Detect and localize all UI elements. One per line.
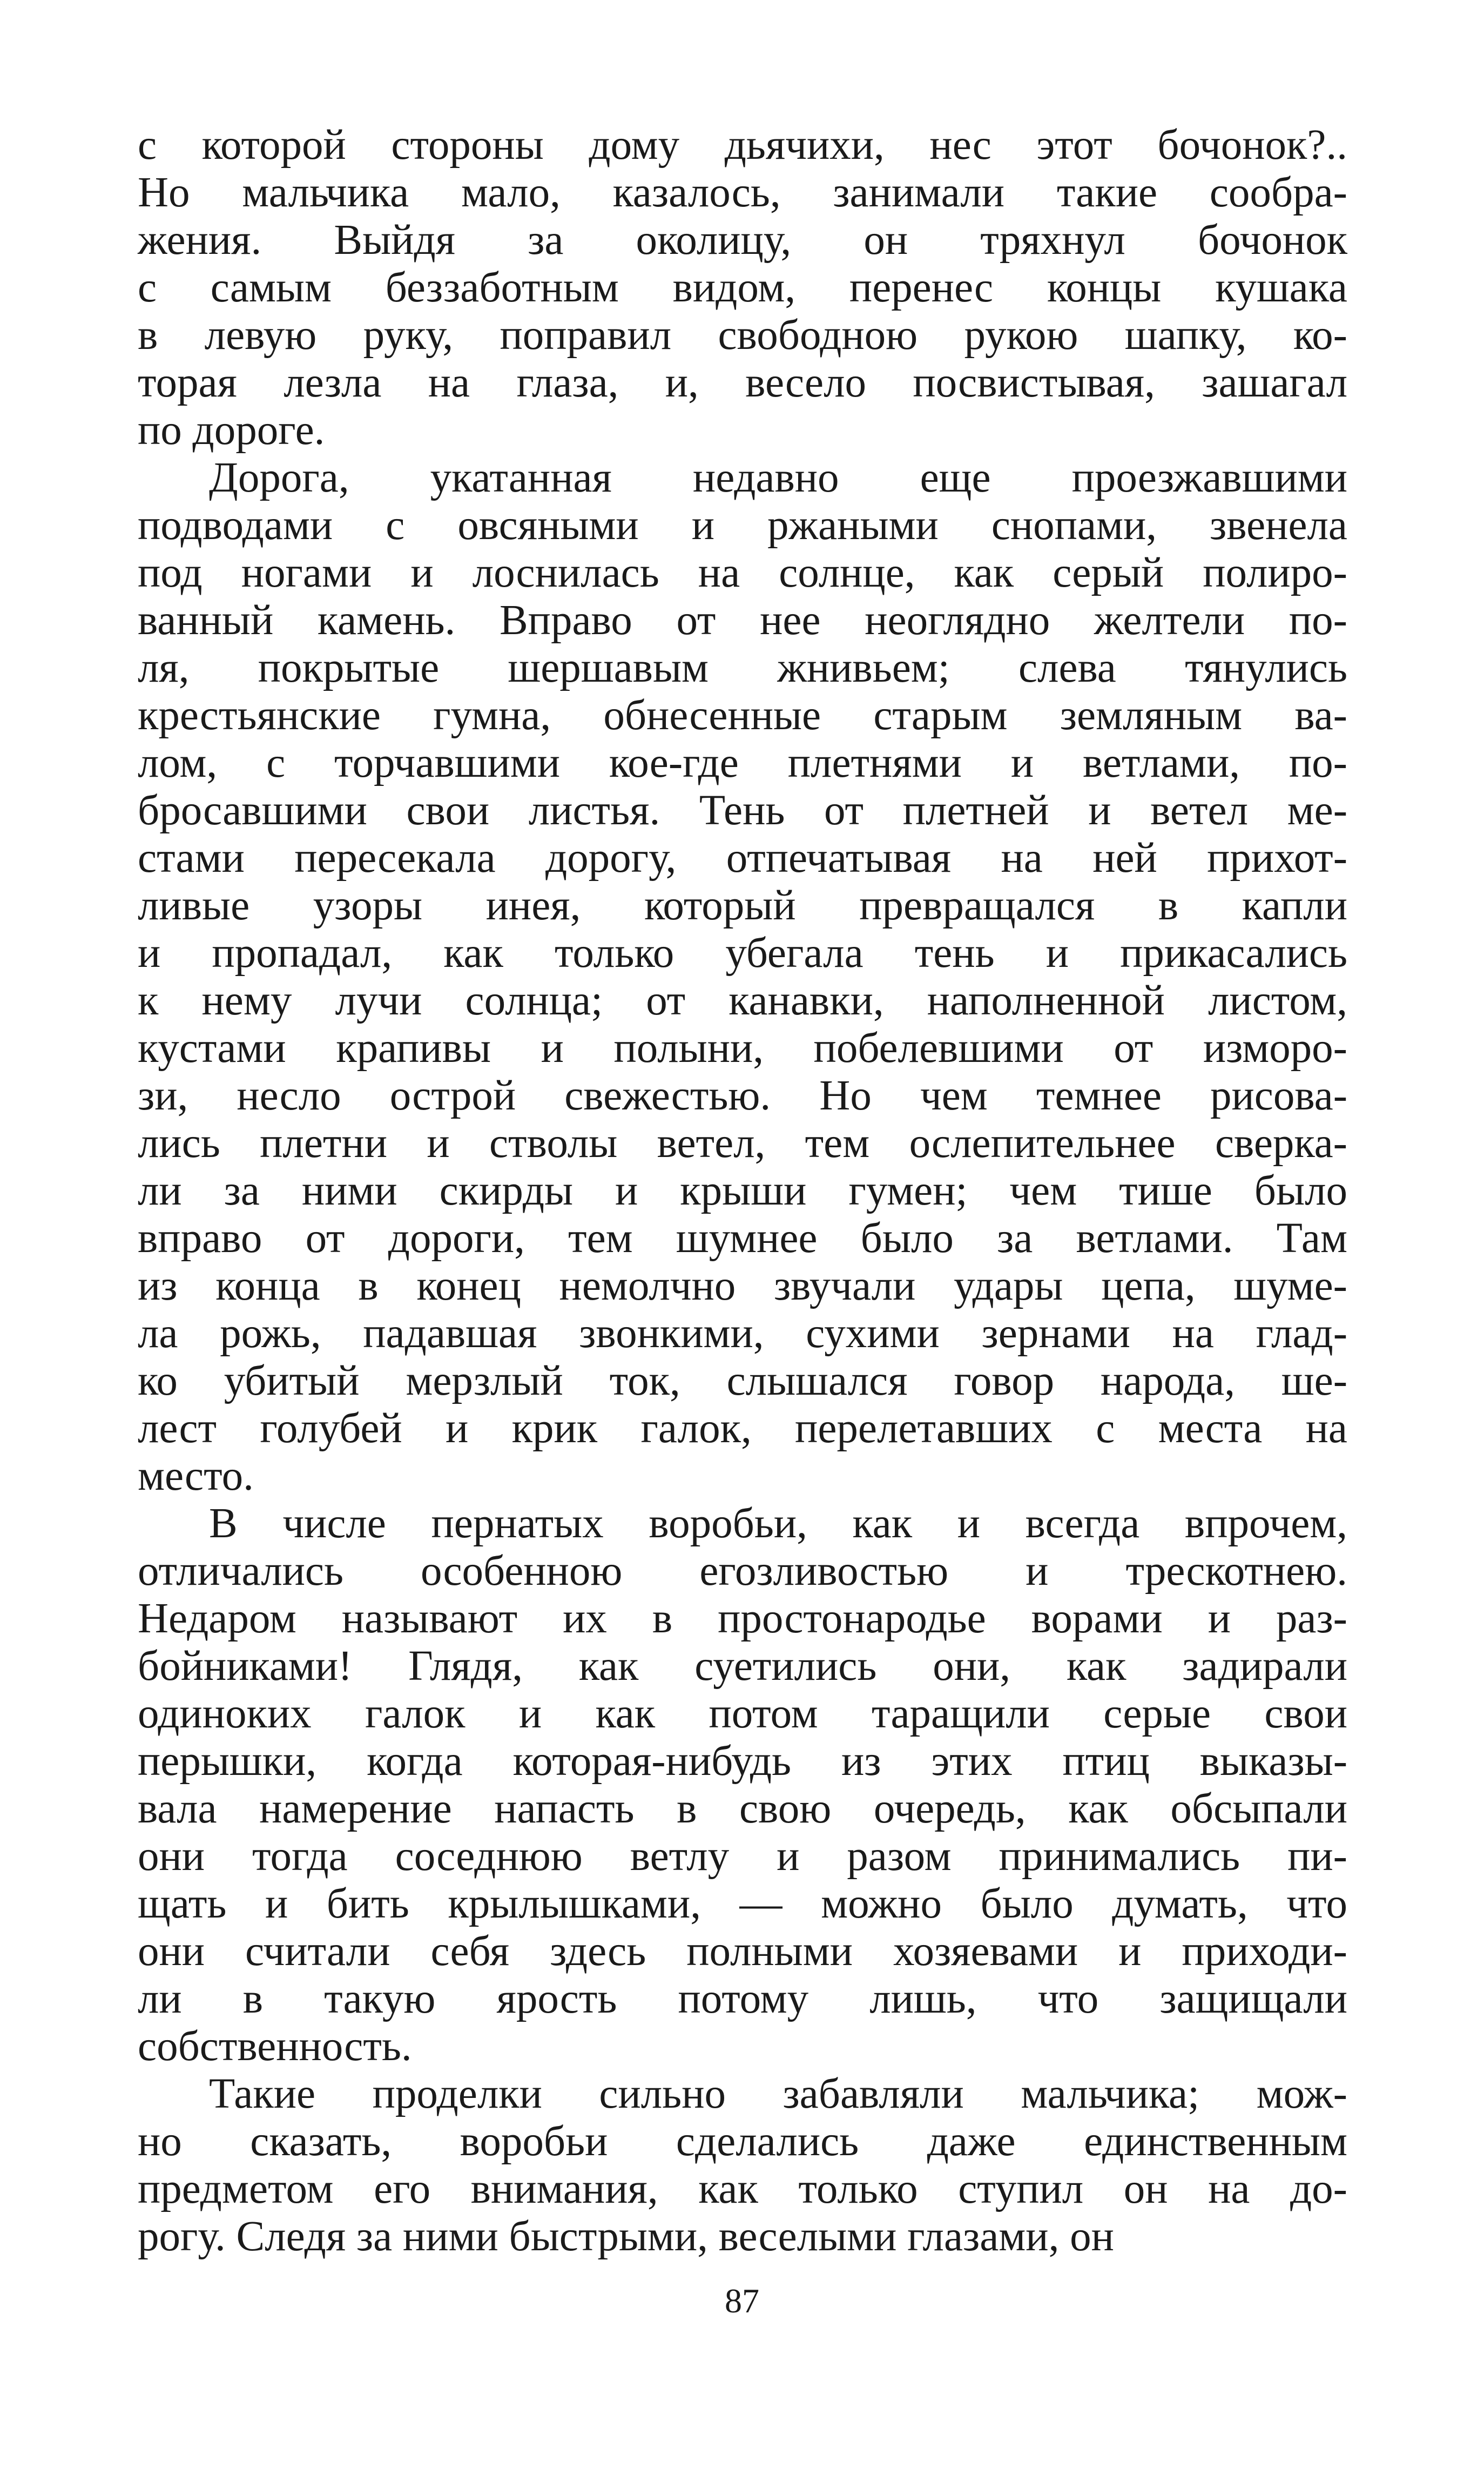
text-line: зи, несло острой свежестью. Но чем темнее рисова-: [138, 1072, 1347, 1119]
text-line: предметом его внимания, как только ступил он на до-: [138, 2165, 1347, 2212]
text-line: они считали себя здесь полными хозяевами и приходи-: [138, 1928, 1347, 1975]
text-line: бойниками! Глядя, как суетились они, как задирали: [138, 1643, 1347, 1690]
text-line: ванный камень. Вправо от нее неоглядно желтели по-: [138, 597, 1347, 644]
text-line: ливые узоры инея, который превращался в капли: [138, 882, 1347, 929]
text-line: лест голубей и крик галок, перелетавших с места на: [138, 1405, 1347, 1452]
text-line: жения. Выйдя за околицу, он тряхнул бочонок: [138, 217, 1347, 264]
text-line: к нему лучи солнца; от канавки, наполненной листом,: [138, 977, 1347, 1024]
paragraph: [138, 1500, 1347, 2070]
text-line: вала намерение напасть в свою очередь, как обсыпали: [138, 1785, 1347, 1832]
text-line: под ногами и лоснилась на солнце, как серый полиро-: [138, 549, 1347, 596]
text-line: но сказать, воробьи сделались даже единственным: [138, 2118, 1347, 2165]
paragraph: [138, 2070, 1347, 2261]
text-line: отличались особенною егозливостью и трескотнею.: [138, 1548, 1347, 1595]
text-line: стами пересекала дорогу, отпечатывая на ней прихот-: [138, 835, 1347, 882]
page-body: [138, 122, 1347, 2444]
text-line: вправо от дороги, тем шумнее было за ветлами. Там: [138, 1215, 1347, 1262]
text-line: лом, с торчавшими кое-где плетнями и ветлами, по-: [138, 739, 1347, 786]
text-line: Но мальчика мало, казалось, занимали такие сообра-: [138, 169, 1347, 216]
text-line: в левую руку, поправил свободною рукою шапку, ко-: [138, 312, 1347, 359]
text-line: подводами с овсяными и ржаными снопами, звенела: [138, 502, 1347, 549]
text-line: с самым беззаботным видом, перенес концы кушака: [138, 264, 1347, 311]
text-line: щать и бить крылышками, — можно было думать, что: [138, 1880, 1347, 1927]
text-column: [138, 122, 1347, 2261]
paragraph: [138, 454, 1347, 1500]
text-line: Дорога, укатанная недавно еще проезжавшими: [209, 454, 1347, 501]
text-line: одиноких галок и как потом таращили серые свои: [138, 1690, 1347, 1737]
text-line: Такие проделки сильно забавляли мальчика; мож-: [209, 2070, 1347, 2117]
text-line: лись плетни и стволы ветел, тем ослепительнее сверка-: [138, 1120, 1347, 1167]
text-line: бросавшими свои листья. Тень от плетней и ветел ме-: [138, 787, 1347, 834]
text-line: крестьянские гумна, обнесенные старым земляным ва-: [138, 692, 1347, 739]
text-line: ла рожь, падавшая звонкими, сухими зернами на глад-: [138, 1310, 1347, 1357]
text-line: ли в такую ярость потому лишь, что защищали: [138, 1975, 1347, 2022]
text-line: ля, покрытые шершавым жнивьем; слева тянулись: [138, 644, 1347, 691]
text-line: кустами крапивы и полыни, побелевшими от изморо-: [138, 1025, 1347, 1072]
text-line: место.: [138, 1452, 254, 1499]
text-line: перышки, когда которая-нибудь из этих птиц выказы-: [138, 1738, 1347, 1785]
text-line: с которой стороны дому дьячихи, нес этот бочонок?..: [138, 122, 1347, 169]
text-line: и пропадал, как только убегала тень и прикасались: [138, 930, 1347, 977]
text-line: В числе пернатых воробьи, как и всегда впрочем,: [209, 1500, 1347, 1547]
text-line: ли за ними скирды и крыши гумен; чем тише было: [138, 1167, 1347, 1214]
text-line: Недаром называют их в простонародье ворами и раз-: [138, 1595, 1347, 1642]
text-line: торая лезла на глаза, и, весело посвистывая, зашагал: [138, 359, 1347, 406]
text-line: по дороге.: [138, 407, 325, 454]
text-line: ко убитый мерзлый ток, слышался говор народа, ше-: [138, 1357, 1347, 1404]
text-line: собственность.: [138, 2023, 412, 2070]
page-number: 87: [725, 2282, 759, 2320]
text-line: они тогда соседнюю ветлу и разом принимались пи-: [138, 1833, 1347, 1880]
text-line: рогу. Следя за ними быстрыми, веселыми глазами, он: [138, 2213, 1114, 2260]
paragraph: [138, 122, 1347, 454]
text-line: из конца в конец немолчно звучали удары цепа, шуме-: [138, 1262, 1347, 1309]
